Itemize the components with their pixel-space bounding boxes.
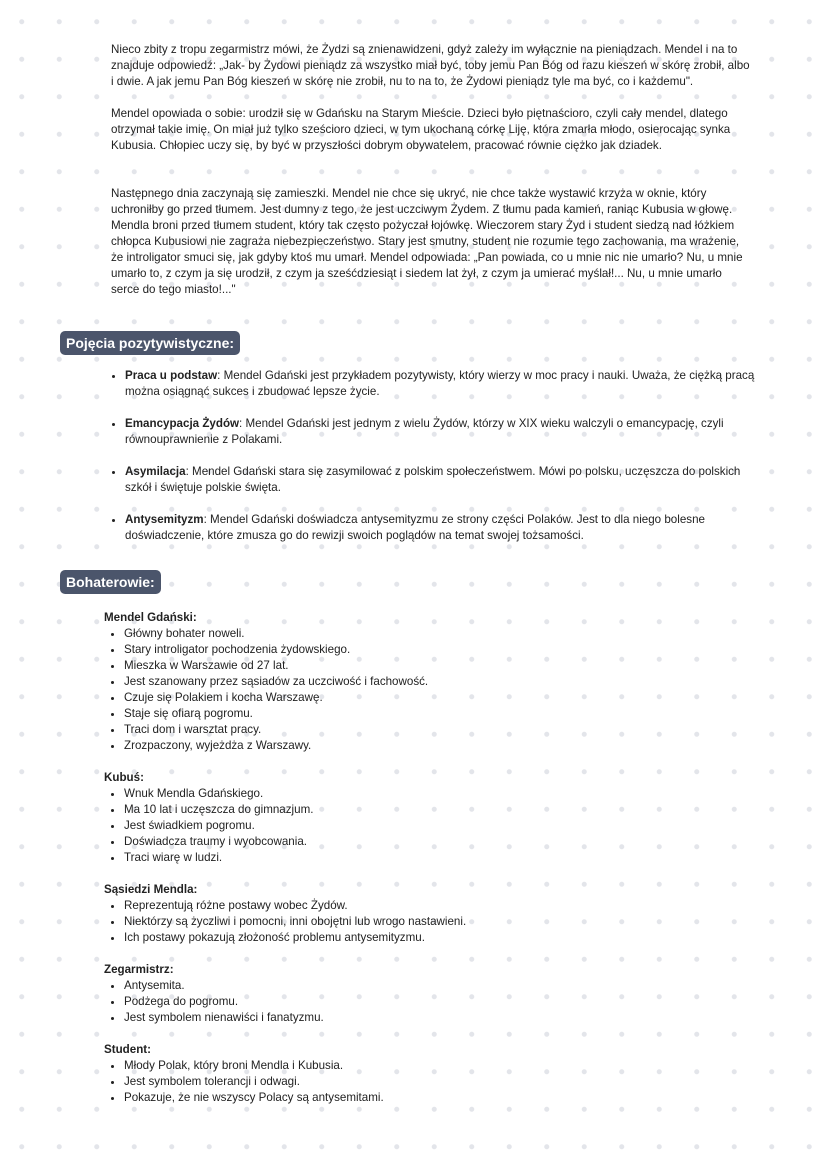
character-trait: • Wnuk Mendla Gdańskiego. [124, 786, 744, 802]
character-group [104, 962, 744, 1026]
character-trait: • Podżega do pogromu. [124, 994, 744, 1010]
character-name: Student: [104, 1043, 152, 1056]
character-trait: • Pokazuje, że nie wszyscy Polacy są antysemitami. [124, 1090, 744, 1106]
character-trait: • Antysemita. [124, 978, 744, 994]
character-trait: • Jest symbolem nienawiści i fanatyzmu. [124, 1010, 744, 1026]
concept-text: : Mendel Gdański stara się zasymilować z polskim społeczeństwem. Mówi po polsku, uczęszcza do polskich szkół i świętuje polskie święta. [125, 465, 741, 494]
section-heading-concepts: Pojęcia pozytywistyczne: [60, 331, 240, 355]
character-trait: • Stary introligator pochodzenia żydowskiego. [124, 642, 744, 658]
character-trait: • Młody Polak, który broni Mendla i Kubusia. [124, 1058, 744, 1074]
character-group [104, 1042, 744, 1106]
character-group [104, 770, 744, 866]
concept-item [125, 464, 755, 496]
character-group [104, 882, 744, 946]
character-trait: • Traci wiarę w ludzi. [124, 850, 744, 866]
paragraph-mendel-story: Mendel opowiada o sobie: urodził się w Gdańsku na Starym Mieście. Dzieci było piętnaścioro, czyli cały mendel, dlatego otrzymał takie imię. On miał już tylko sześcioro dzieci, w tym ukochaną córkę Liję, która zmarła młodo, osierocając synka Kubusia. Chłopiec uczy się, by być w przyszłości dobrym obywatelem, pracować równie ciężko jak dziadek. [111, 107, 731, 152]
character-trait: • Doświadcza traumy i wyobcowania. [124, 834, 744, 850]
character-trait: • Jest symbolem tolerancji i odwagi. [124, 1074, 744, 1090]
character-trait: • Reprezentują różne postawy wobec Żydów. [124, 898, 744, 914]
characters-list [104, 610, 744, 1122]
character-trait: • Jest szanowany przez sąsiadów za uczciwość i fachowość. [124, 674, 744, 690]
concept-item [125, 512, 755, 544]
character-trait: • Ich postawy pokazują złożoność problemu antysemityzmu. [124, 930, 744, 946]
character-trait: • Niektórzy są życzliwi i pomocni, inni obojętni lub wrogo nastawieni. [124, 914, 744, 930]
character-trait: • Zrozpaczony, wyjeżdża z Warszawy. [124, 738, 744, 754]
section-heading-characters: Bohaterowie: [60, 570, 161, 594]
concepts-list [111, 368, 755, 560]
character-trait: • Mieszka w Warszawie od 27 lat. [124, 658, 744, 674]
character-name: Sąsiedzi Mendla: [104, 883, 198, 896]
paragraph-watchmaker: Nieco zbity z tropu zegarmistrz mówi, że Żydzi są znienawidzeni, gdyż zależy im wyłącznie na pieniądzach. Mendel i na to znajduje odpowiedź: „Jak- by Żydowi pieniądz za wszystko miał być, toby jemu Pan Bóg od razu kieszeń w skórę zrobił, albo i dwie. A jak jemu Pan Bóg kieszeń w skórę nie zrobił, nu to na to, że Żydowi pieniądz tyle ma być, co i każdemu". [111, 43, 750, 88]
character-trait: • Staje się ofiarą pogromu. [124, 706, 744, 722]
character-trait: • Jest świadkiem pogromu. [124, 818, 744, 834]
character-trait: • Główny bohater noweli. [124, 626, 744, 642]
concept-text: : Mendel Gdański jest jednym z wielu Żydów, którzy w XIX wieku walczyli o emancypację, czyli równouprawnienie z Polakami. [125, 417, 724, 446]
concept-item [125, 416, 755, 448]
character-name: Zegarmistrz: [104, 963, 174, 976]
paragraph-riots: Następnego dnia zaczynają się zamieszki. Mendel nie chce się ukryć, nie chce także wystawić krzyża w oknie, który uchroniłby go przed tłumem. Jest dumny z tego, że jest uczciwym Żydem. Z tłumu pada kamień, raniąc Kubusia w głowę. Mendla broni przed tłumem student, który tak często pożyczał łojówkę. Wieczorem stary Żyd i student siedzą nad łóżkiem chłopca Kubusiowi nie zagraża niebezpieczeństwo. Stary jest smutny, student nie rozumie tego zachowania, ma wrażenie, że introligator smuci się, jak gdyby ktoś mu umarł. Mendel odpowiada: „Pan powiada, co u mnie nic nie umarło? Nu, u mnie umarło to, z czym ja się urodził, z czym ja sześćdziesiąt i siedem lat żył, z czym ja umierać myślał!... Nu, u mnie umarło serce do tego miasto!..." [111, 187, 743, 296]
character-trait: • Ma 10 lat i uczęszcza do gimnazjum. [124, 802, 744, 818]
concept-term: Antysemityzm [125, 513, 204, 526]
character-trait: • Czuje się Polakiem i kocha Warszawę. [124, 690, 744, 706]
character-name: Mendel Gdański: [104, 611, 197, 624]
character-group [104, 610, 744, 754]
concept-item [125, 368, 755, 400]
character-name: Kubuś: [104, 771, 144, 784]
concept-text: : Mendel Gdański doświadcza antysemityzmu ze strony części Polaków. Jest to dla niego bolesne doświadczenie, które zmusza go do rewizji swoich poglądów na temat swojej tożsamości. [125, 513, 705, 542]
concept-text: : Mendel Gdański jest przykładem pozytywisty, który wierzy w moc pracy i nauki. Uważa, że ciężką pracą można osiągnąć sukces i zbudować lepsze życie. [125, 369, 755, 398]
concept-term: Praca u podstaw [125, 369, 218, 382]
concept-term: Emancypacja Żydów [125, 417, 240, 430]
concept-term: Asymilacja [125, 465, 186, 478]
character-trait: • Traci dom i warsztat pracy. [124, 722, 744, 738]
